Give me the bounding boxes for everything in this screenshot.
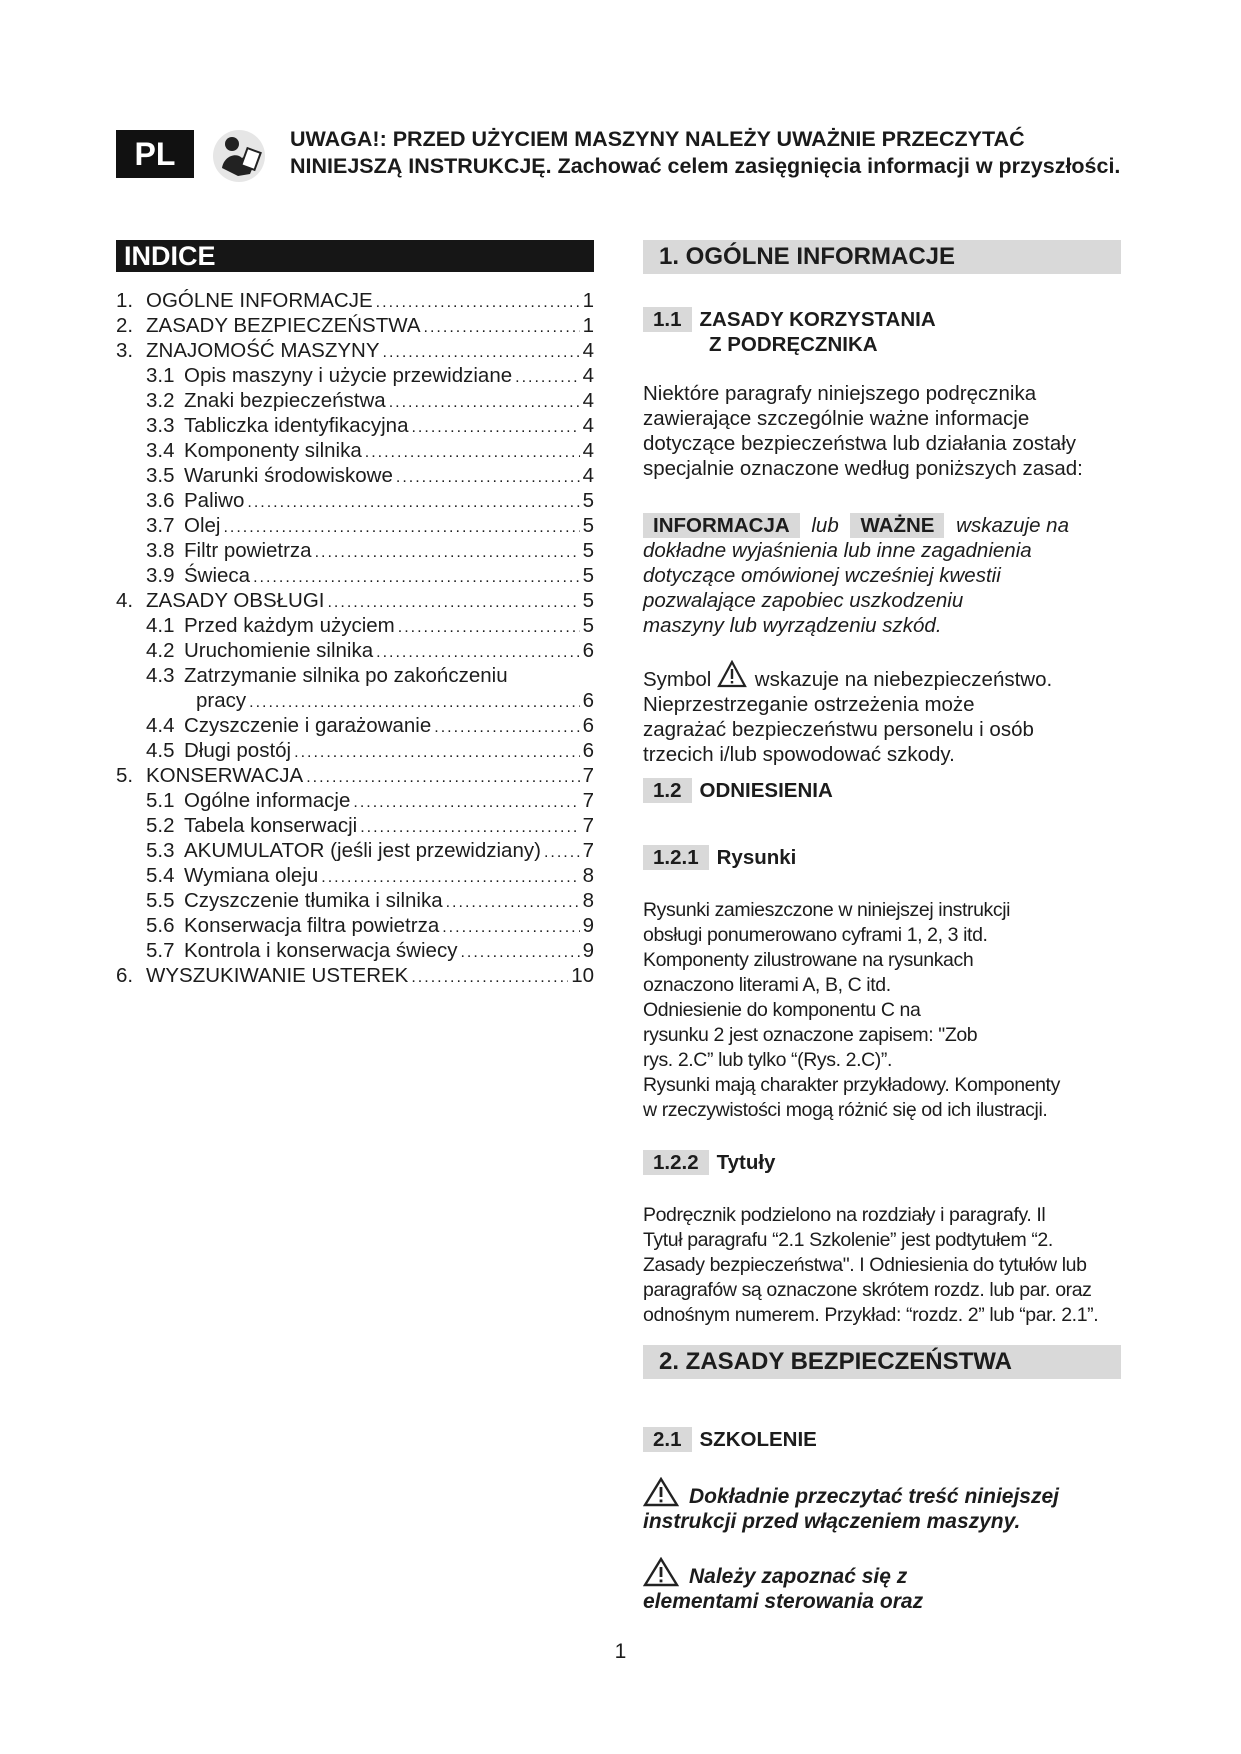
text-line: Nieprzestrzeganie ostrzeżenia może xyxy=(643,693,975,716)
toc-title: Ogólne informacje xyxy=(184,789,351,812)
section-1-1-paragraph xyxy=(643,381,1163,481)
text-line: obsługi ponumerowano cyframi 1, 2, 3 itd. xyxy=(643,924,988,946)
toc-page-number: 4 xyxy=(582,339,594,362)
toc-leader-dots xyxy=(411,965,568,990)
toc-leader-dots xyxy=(294,740,579,765)
toc-item xyxy=(116,463,594,488)
toc-title: Przed każdym użyciem xyxy=(184,614,395,637)
section-number: 1.2 xyxy=(643,778,692,803)
toc-title: Filtr powietrza xyxy=(184,539,312,562)
warning-first-line xyxy=(643,1477,1163,1509)
toc-item xyxy=(116,813,594,838)
toc-item xyxy=(116,638,594,663)
toc-title: Komponenty silnika xyxy=(184,439,362,462)
toc-number: 3.3 xyxy=(146,414,175,437)
toc-page-number: 4 xyxy=(582,414,594,437)
toc-title: ZASADY OBSŁUGI xyxy=(146,589,325,612)
toc-item xyxy=(116,713,594,738)
section-title: Tytuły xyxy=(716,1151,776,1174)
section-1-2-2-heading xyxy=(643,1150,775,1175)
text-line: Zasady bezpieczeństwa". I Odniesienia do tytułów lub xyxy=(643,1254,1087,1276)
toc-page-number: 7 xyxy=(582,789,594,812)
toc-page-number: 7 xyxy=(582,814,594,837)
toc-leader-dots xyxy=(389,390,580,415)
toc-item xyxy=(116,438,594,463)
toc-title: ZNAJOMOŚĆ MASZYNY xyxy=(146,339,380,362)
toc-page-number: 6 xyxy=(582,714,594,737)
toc-item xyxy=(116,763,594,788)
toc-title: Opis maszyny i użycie przewidziane xyxy=(184,364,513,387)
warning-text-cont: instrukcji przed włączeniem maszyny. xyxy=(643,1510,1021,1533)
toc-page-number: 9 xyxy=(582,939,594,962)
toc-title: Długi postój xyxy=(184,739,292,762)
toc-page-number: 8 xyxy=(582,864,594,887)
info-note xyxy=(643,513,1163,638)
toc-number: 6. xyxy=(116,964,134,987)
toc-page-number: 4 xyxy=(582,364,594,387)
text-line: Tytuł paragrafu “2.1 Szkolenie” jest podtytułem “2. xyxy=(643,1229,1053,1251)
toc-item xyxy=(116,413,594,438)
toc-title: Zatrzymanie silnika po zakończeniu xyxy=(184,664,508,687)
toc-page-number: 5 xyxy=(582,614,594,637)
table-of-contents xyxy=(116,288,594,988)
language-badge: PL xyxy=(116,130,194,178)
warning-controls xyxy=(643,1557,1163,1614)
toc-item xyxy=(116,963,594,988)
index-title: INDICE xyxy=(116,240,594,272)
toc-item xyxy=(116,288,594,313)
toc-item xyxy=(116,338,594,363)
toc-title: OGÓLNE INFORMACJE xyxy=(146,289,373,312)
toc-item xyxy=(116,488,594,513)
toc-title: Świeca xyxy=(184,564,251,587)
toc-leader-dots xyxy=(411,415,579,440)
toc-leader-dots xyxy=(321,865,579,890)
toc-leader-dots xyxy=(446,890,580,915)
text-line: Podręcznik podzielono na rozdziały i paragrafy. Il xyxy=(643,1204,1046,1226)
toc-title: Wymiana oleju xyxy=(184,864,319,887)
toc-page-number: 1 xyxy=(582,289,594,312)
section-title: ODNIESIENIA xyxy=(699,779,833,802)
toc-item xyxy=(116,913,594,938)
toc-title: AKUMULATOR (jeśli jest przewidziany) xyxy=(184,839,541,862)
text-line: w rzeczywistości mogą różnić się od ich ilustracji. xyxy=(643,1099,1048,1121)
toc-number: 2. xyxy=(116,314,134,337)
toc-number: 3.9 xyxy=(146,564,175,587)
toc-page-number: 5 xyxy=(582,489,594,512)
toc-leader-dots xyxy=(544,840,580,865)
section-1-2-heading xyxy=(643,778,833,803)
text-line: dotyczące bezpieczeństwa lub działania zostały xyxy=(643,432,1077,455)
toc-item xyxy=(116,938,594,963)
toc-page-number: 5 xyxy=(582,539,594,562)
toc-title: ZASADY BEZPIECZEŃSTWA xyxy=(146,314,421,337)
warning-read-manual xyxy=(643,1477,1163,1534)
toc-item xyxy=(116,738,594,763)
toc-number: 5. xyxy=(116,764,134,787)
text-line: maszyny lub wyrządzeniu szkód. xyxy=(643,614,942,637)
toc-number: 5.6 xyxy=(146,914,175,937)
toc-number: 5.7 xyxy=(146,939,175,962)
toc-leader-dots xyxy=(253,565,580,590)
section-number: 2.1 xyxy=(643,1427,692,1452)
toc-number: 3.4 xyxy=(146,439,175,462)
text-line: dotyczące omówionej wcześniej kwestii xyxy=(643,564,1001,587)
toc-item xyxy=(116,663,594,688)
section-title: SZKOLENIE xyxy=(699,1428,817,1451)
toc-page-number: 4 xyxy=(582,439,594,462)
toc-title: Czyszczenie tłumika i silnika xyxy=(184,889,443,912)
toc-item xyxy=(116,513,594,538)
toc-number: 4.3 xyxy=(146,664,175,687)
toc-leader-dots xyxy=(365,440,580,465)
toc-item xyxy=(116,613,594,638)
toc-leader-dots xyxy=(327,590,579,615)
toc-number: 4.5 xyxy=(146,739,175,762)
warning-triangle-icon xyxy=(643,1557,679,1587)
toc-title: KONSERWACJA xyxy=(146,764,304,787)
toc-item xyxy=(116,538,594,563)
toc-page-number: 5 xyxy=(582,589,594,612)
toc-number: 4. xyxy=(116,589,134,612)
toc-page-number: 9 xyxy=(582,914,594,937)
text-line: odnośnym numerem. Przykład: “rozdz. 2” lub “par. 2.1”. xyxy=(643,1304,1099,1326)
toc-leader-dots xyxy=(223,515,579,540)
toc-number: 3.1 xyxy=(146,364,175,387)
warning-triangle-icon xyxy=(717,660,747,688)
important-chip: WAŻNE xyxy=(850,513,944,538)
section-2-1-heading xyxy=(643,1427,817,1452)
text-line: zagrażać bezpieczeństwu personelu i osób xyxy=(643,718,1034,741)
warning-line-2: NINIEJSZĄ INSTRUKCJĘ. Zachować celem zasięgnięcia informacji w przyszłości. xyxy=(290,154,1121,178)
toc-title: Kontrola i konserwacja świecy xyxy=(184,939,458,962)
toc-leader-dots xyxy=(376,640,579,665)
toc-item xyxy=(116,863,594,888)
toc-page-number: 6 xyxy=(582,639,594,662)
toc-leader-dots xyxy=(383,340,580,365)
section-title-cont: Z PODRĘCZNIKA xyxy=(709,333,878,356)
read-manual-icon xyxy=(208,128,270,184)
toc-leader-dots xyxy=(306,765,579,790)
toc-number: 5.5 xyxy=(146,889,175,912)
toc-item xyxy=(116,788,594,813)
toc-title: Czyszczenie i garażowanie xyxy=(184,714,432,737)
section-title: Rysunki xyxy=(716,846,797,869)
toc-page-number: 4 xyxy=(582,464,594,487)
text-line: Niektóre paragrafy niniejszego podręcznika xyxy=(643,382,1037,405)
toc-title: Olej xyxy=(184,514,221,537)
toc-leader-dots xyxy=(424,315,580,340)
section-2-heading: 2. ZASADY BEZPIECZEŃSTWA xyxy=(643,1345,1121,1379)
symbol-first-line xyxy=(643,660,1163,692)
toc-page-number: 1 xyxy=(582,314,594,337)
info-chip: INFORMACJA xyxy=(643,513,800,538)
text-line: paragrafów są oznaczone skrótem rozdz. lub par. oraz xyxy=(643,1279,1092,1301)
toc-title-cont: pracy xyxy=(196,689,247,712)
text-line: zawierające szczególnie ważne informacje xyxy=(643,407,1030,430)
toc-number: 1. xyxy=(116,289,134,312)
text-line: dokładne wyjaśnienia lub inne zagadnienia xyxy=(643,539,1032,562)
warning-header xyxy=(290,126,1190,180)
text-line: Odniesienie do komponentu C na xyxy=(643,999,921,1021)
section-1-2-1-paragraph xyxy=(643,898,1163,1123)
toc-page-number: 4 xyxy=(582,389,594,412)
page-number: 1 xyxy=(614,1640,627,1663)
toc-item xyxy=(116,363,594,388)
toc-leader-dots xyxy=(515,365,579,390)
toc-number: 4.2 xyxy=(146,639,175,662)
toc-leader-dots xyxy=(396,465,580,490)
toc-leader-dots xyxy=(360,815,579,840)
toc-leader-dots xyxy=(434,715,579,740)
toc-number: 5.2 xyxy=(146,814,175,837)
text-line: trzecich i/lub spowodować szkody. xyxy=(643,743,955,766)
toc-title: Znaki bezpieczeństwa xyxy=(184,389,386,412)
toc-number: 3.7 xyxy=(146,514,175,537)
toc-page-number: 7 xyxy=(582,839,594,862)
toc-number: 5.4 xyxy=(146,864,175,887)
toc-item-continuation xyxy=(116,688,594,713)
toc-title: Warunki środowiskowe xyxy=(184,464,393,487)
toc-leader-dots xyxy=(249,690,579,715)
section-number: 1.1 xyxy=(643,307,692,332)
toc-page-number: 7 xyxy=(582,764,594,787)
text-line: Rysunki mają charakter przykładowy. Komponenty xyxy=(643,1074,1060,1096)
section-number: 1.2.1 xyxy=(643,845,709,870)
or-word: lub xyxy=(811,514,839,537)
toc-title: Tabela konserwacji xyxy=(184,814,358,837)
info-rest: wskazuje na xyxy=(956,514,1069,537)
toc-title: Uruchomienie silnika xyxy=(184,639,374,662)
section-1-2-2-paragraph xyxy=(643,1203,1163,1328)
text-line: Komponenty zilustrowane na rysunkach xyxy=(643,949,974,971)
toc-number: 4.4 xyxy=(146,714,175,737)
toc-leader-dots xyxy=(376,290,580,315)
warning-first-line xyxy=(643,1557,1163,1589)
toc-item xyxy=(116,838,594,863)
toc-page-number: 6 xyxy=(582,739,594,762)
toc-leader-dots xyxy=(460,940,579,965)
text-line: pozwalające zapobiec uszkodzeniu xyxy=(643,589,964,612)
symbol-note xyxy=(643,660,1163,767)
text-line: Rysunki zamieszczone w niniejszej instrukcji xyxy=(643,899,1011,921)
toc-number: 3. xyxy=(116,339,134,362)
toc-item xyxy=(116,888,594,913)
toc-title: WYSZUKIWANIE USTEREK xyxy=(146,964,409,987)
section-1-heading: 1. OGÓLNE INFORMACJE xyxy=(643,240,1121,274)
toc-page-number: 5 xyxy=(582,564,594,587)
toc-title: Tabliczka identyfikacyjna xyxy=(184,414,409,437)
toc-leader-dots xyxy=(315,540,580,565)
toc-number: 3.8 xyxy=(146,539,175,562)
warning-text: Należy zapoznać się z xyxy=(689,1565,908,1588)
symbol-rest: wskazuje na niebezpieczeństwo. xyxy=(754,668,1053,691)
warning-triangle-icon xyxy=(643,1477,679,1507)
symbol-word: Symbol xyxy=(643,668,712,691)
toc-item xyxy=(116,313,594,338)
toc-number: 5.3 xyxy=(146,839,175,862)
toc-page-number: 6 xyxy=(582,689,594,712)
toc-item xyxy=(116,388,594,413)
toc-page-number: 8 xyxy=(582,889,594,912)
toc-title: Paliwo xyxy=(184,489,245,512)
warning-text: Dokładnie przeczytać treść niniejszej xyxy=(689,1485,1059,1508)
text-line: oznaczono literami A, B, C itd. xyxy=(643,974,891,996)
section-1-1-heading xyxy=(643,307,936,357)
toc-item xyxy=(116,563,594,588)
info-first-line xyxy=(643,513,1163,538)
toc-leader-dots xyxy=(442,915,579,940)
text-line: rysunku 2 jest oznaczone zapisem: "Zob xyxy=(643,1024,978,1046)
toc-number: 5.1 xyxy=(146,789,175,812)
warning-line-1: UWAGA!: PRZED UŻYCIEM MASZYNY NALEŻY UWAŻNIE PRZECZYTAĆ xyxy=(290,127,1025,151)
toc-leader-dots xyxy=(398,615,580,640)
section-1-2-1-heading xyxy=(643,845,796,870)
warning-text-cont: elementami sterowania oraz xyxy=(643,1590,924,1613)
toc-number: 3.6 xyxy=(146,489,175,512)
toc-leader-dots xyxy=(247,490,579,515)
toc-title: Konserwacja filtra powietrza xyxy=(184,914,440,937)
section-number: 1.2.2 xyxy=(643,1150,709,1175)
toc-number: 3.5 xyxy=(146,464,175,487)
toc-item xyxy=(116,588,594,613)
toc-number: 3.2 xyxy=(146,389,175,412)
toc-number: 4.1 xyxy=(146,614,175,637)
toc-page-number: 5 xyxy=(582,514,594,537)
text-line: specjalnie oznaczone według poniższych zasad: xyxy=(643,457,1083,480)
toc-leader-dots xyxy=(353,790,579,815)
text-line: rys. 2.C” lub tylko “(Rys. 2.C)”. xyxy=(643,1049,892,1071)
section-title: ZASADY KORZYSTANIA xyxy=(699,308,936,331)
toc-page-number: 10 xyxy=(571,964,594,987)
